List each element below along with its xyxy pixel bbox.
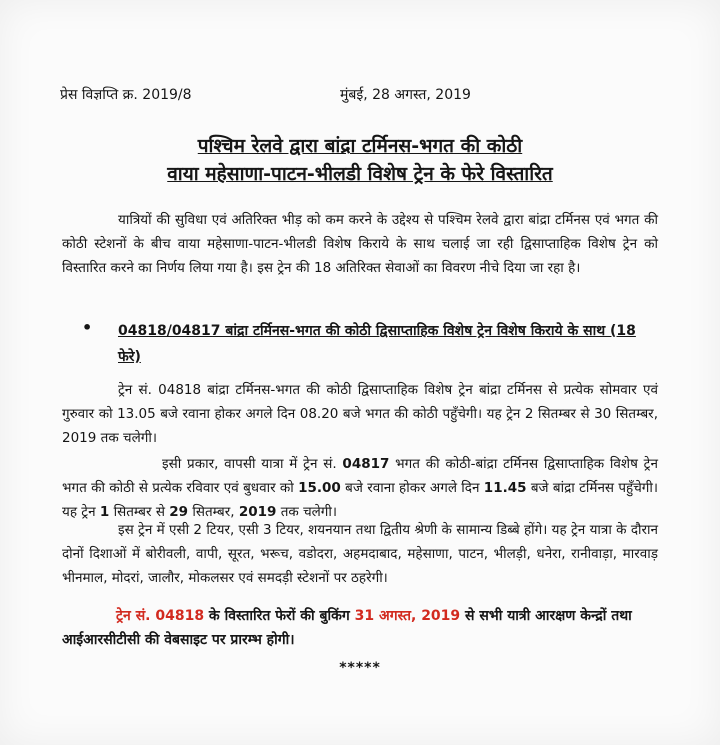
title-line-1: पश्चिम रेलवे द्वारा बांद्रा टर्मिनस-भगत की कोठी (197, 135, 523, 157)
coaches-stops-paragraph: इस ट्रेन में एसी 2 टियर, एसी 3 टियर, शयनयान तथा द्वितीय श्रेणी के सामान्य डिब्बे होंगे। यह ट्रेन यात्रा के दौरान दोनों दिशाओं में बोरीवली, वापी, सूरत, भरूच, वडोदरा, अहमदाबाद, महेसाणा, पाटन, भीलड़ी, धनेरा, रानीवाड़ा, मारवाड़ भीनमाल, मोदरां, जालौर, मोकलसर एवं समदड़ी स्टेशनों पर ठहरेगी। (62, 522, 658, 586)
booking-notice: ट्रेन सं. 04818 के विस्तारित फेरों की बुकिंग 31 अगस्त, 2019 से सभी यात्री आरक्षण केन्द्रों तथा आईआरसीटीसी की वेबसाइट पर प्रारम्भ होगी। (62, 608, 632, 648)
train-schedule-paragraph: ट्रेन सं. 04818 बांद्रा टर्मिनस-भगत की कोठी द्विसाप्ताहिक विशेष ट्रेन बांद्रा टर्मिनस से प्रत्येक सोमवार एवं गुरुवार को 13.05 बजे रवाना होकर अगले दिन 08.20 बजे भगत की कोठी पहुँचेगी। यह ट्रेन 2 सितम्बर से 30 सितम्बर, 2019 तक चलेगी। (62, 382, 658, 446)
bullet-icon: • (82, 318, 93, 337)
intro-paragraph: यात्रियों की सुविधा एवं अतिरिक्त भीड़ को कम करने के उद्देश्य से पश्चिम रेलवे द्वारा बांद्रा टर्मिनस एवं भगत की कोठी स्टेशनों के बीच वाया महेसाणा-पाटन-भीलडी विशेष किराये के साथ चलाई जा रही द्विसाप्ताहिक विशेष ट्रेन को विस्तारित करने का निर्णय लिया गया है। इस ट्रेन की 18 अतिरिक्त सेवाओं का विवरण नीचे दिया जा रहा है। (62, 212, 658, 276)
place-date: मुंबई, 28 अगस्त, 2019 (340, 87, 471, 103)
title-line-2: वाया महेसाणा-पाटन-भीलडी विशेष ट्रेन के फेरे विस्तारित (167, 163, 553, 185)
booking-start-date: 31 अगस्त, 2019 (354, 608, 461, 624)
train-subheading: 04818/04817 बांद्रा टर्मिनस-भगत की कोठी द्विसाप्ताहिक विशेष ट्रेन विशेष किराये के साथ (18 फेरे) (118, 323, 636, 365)
return-journey-paragraph: इसी प्रकार, वापसी यात्रा में ट्रेन सं. 04817 भगत की कोठी-बांद्रा टर्मिनस द्विसाप्ताहिक विशेष ट्रेन भगत की कोठी से प्रत्येक रविवार एवं बुधवार को 15.00 बजे रवाना होकर अगले दिन 11.45 बजे बांद्रा टर्मिनस पहुँचेगी। यह ट्रेन 1 सितम्बर से 29 सितम्बर, 2019 तक चलेगी। (62, 456, 659, 520)
release-number: प्रेस विज्ञप्ति क्र. 2019/8 (60, 87, 192, 103)
end-mark: ***** (339, 660, 381, 676)
booking-train-number: ट्रेन सं. 04818 (116, 608, 205, 624)
